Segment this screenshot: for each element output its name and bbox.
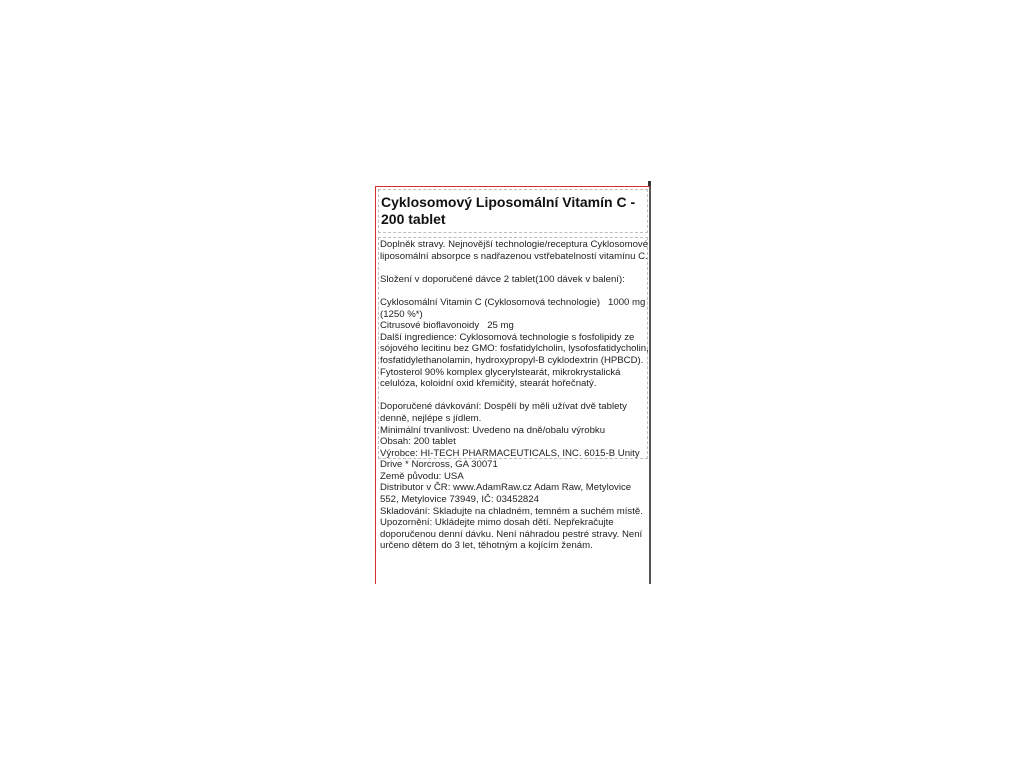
ingredient-name: Cyklosomální Vitamin C (Cyklosomová technologie) [380,296,601,308]
spacer [380,390,650,402]
contents-text: Obsah: 200 tablet [380,436,456,448]
product-description [380,239,650,552]
distributor-text: Distributor v ČR: www.AdamRaw.cz Adam Raw, Metylovice 552, Metylovice 73949, IČ: 03452824 [380,482,632,506]
ingredient-name: Citrusové bioflavonoidy [380,320,480,332]
ingredient-amount: 25 mg [487,320,514,332]
product-title: Cyklosomový Liposomální Vitamín C - 200 tablet [381,194,636,227]
ingredient-bioflavonoids [380,320,650,332]
ingredient-amount: 1000 mg (1250 %*) [380,296,646,320]
other-ingredients: Další ingredience: Cyklosomová technologie s fosfolipidy ze sójového lecitinu bez GMO: fosfatidylcholin, lysofosfatidycholin, fosfatidylethanolamin, hydroxypropyl-B cyklodextrin (HPBCD). Fytosterol 90% komplex glycerylstearát, mikrokrystalická celulóza, koloidní oxid křemičitý, stearát hořečnatý. [380,331,649,390]
shelf-life-text: Minimální trvanlivost: Uvedeno na dně/obalu výrobku [380,424,606,436]
manufacturer-text: Výrobce: HI-TECH PHARMACEUTICALS, INC. 6015-B Unity Drive * Norcross, GA 30071 [380,447,640,471]
ingredient-vitamin-c [380,297,650,320]
product-label-frame [375,186,651,584]
spacer [380,262,650,274]
composition-heading: Složení v doporučené dávce 2 tablet(100 dávek v balení): [380,273,625,285]
dosage-text: Doporučené dávkování: Dospělí by měli užívat dvě tablety denně, nejlépe s jídlem. [380,401,627,424]
spacer [380,285,650,297]
intro-text: Doplněk stravy. Nejnovější technologie/receptura Cyklosomové liposomální absorpce s nadřazenou vstřebatelností vitamínu C. [380,239,649,262]
origin-text: Země původu: USA [380,470,464,482]
storage-text: Skladování: Skladujte na chladném, temném a suchém místě. [380,505,643,517]
warning-text: Upozornění: Ukládejte mimo dosah dětí. Nepřekračujte doporučenou denní dávku. Není náhradou pestré stravy. Není určeno dětem do 3 let, těhotným a kojícím ženám. [380,517,643,552]
product-title-box [378,189,648,233]
